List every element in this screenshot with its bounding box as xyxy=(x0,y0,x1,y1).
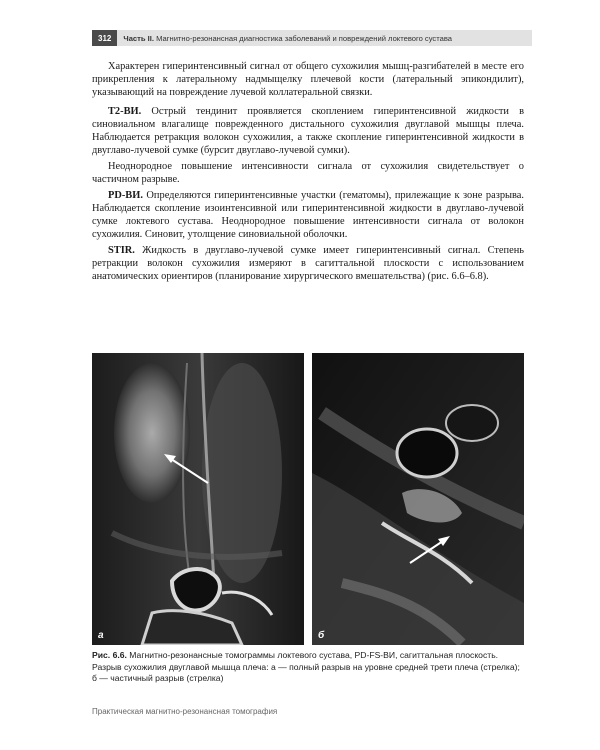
pd-text: Определяются гиперинтенсивные участки (гематомы), прилежащие к зоне разрыва. Наблюдается скопление изоинтенсивной или гиперинтенсивной жидкости в двуглаво-лучевой сумке локтевого сустава. Неоднородное повышение интенсивности сигнала от волокон сухожилия. Синовит, утолщение синовиальной оболочки. xyxy=(92,190,524,240)
figure-caption xyxy=(92,650,526,685)
mri-scan-a xyxy=(92,353,304,645)
paragraph-3: Неоднородное повышение интенсивности сигнала от сухожилия свидетельствует о частичном разрыве. xyxy=(92,161,524,185)
caption-text: Магнитно-резонансные томограммы локтевого сустава, PD-FS-ВИ, сагиттальная плоскость. Разрыв сухожилия двуглавой мышца плеча: а — полный разрыв на уровне средней трети плеча (стрелка); б — частичный разрыв (стрелка) xyxy=(92,650,520,683)
mri-scan-b xyxy=(312,353,524,645)
mri-image-b xyxy=(312,353,524,645)
paragraph-t2 xyxy=(92,105,524,157)
stir-text: Жидкость в двуглаво-лучевой сумке имеет гиперинтенсивный сигнал. Степень ретракции волокон сухожилия измеряют в сагиттальной плоскости с использованием анатомических ориентиров (планирование хирургического вмешательства) (рис. 6.6–6.8). xyxy=(92,245,524,282)
paragraph-1: Характерен гиперинтенсивный сигнал от общего сухожилия мышц-разгибателей в месте его прикрепления к латеральному надмыщелку плечевой кости (латеральный эпикондилит), указывающий на повреждение лучевой коллатеральной связки. xyxy=(92,61,524,98)
part-label: Часть II. xyxy=(123,33,154,43)
page-number: 312 xyxy=(92,30,117,46)
t2-text: Острый тендинит проявляется скоплением гиперинтенсивной жидкости в синовиальном влагалище поврежденного дистального сухожилия двуглавой мышцы плеча. Наблюдается ретракция волокон сухожилия, а также скопление гиперинтенсивной жидкости в двуглаво-лучевой сумке (бурсит двуглаво-лучевой сумки). xyxy=(92,106,524,156)
running-header xyxy=(92,30,532,46)
paragraph-stir xyxy=(92,244,524,283)
paragraph-pd xyxy=(92,189,524,241)
pd-lead: PD-ВИ. xyxy=(108,190,143,201)
figure-label-b: б xyxy=(318,630,325,641)
body-text xyxy=(92,60,524,286)
running-footer: Практическая магнитно-резонансная томография xyxy=(92,707,278,716)
caption-label: Рис. 6.6. xyxy=(92,650,127,660)
figure-6-6 xyxy=(92,353,524,645)
stir-lead: STIR. xyxy=(108,245,135,256)
running-title xyxy=(117,34,452,43)
figure-label-a: а xyxy=(98,630,104,641)
mri-image-a xyxy=(92,353,304,645)
t2-lead: T2-ВИ. xyxy=(108,106,142,117)
chapter-title: Магнитно-резонансная диагностика заболеваний и повреждений локтевого сустава xyxy=(156,33,453,43)
